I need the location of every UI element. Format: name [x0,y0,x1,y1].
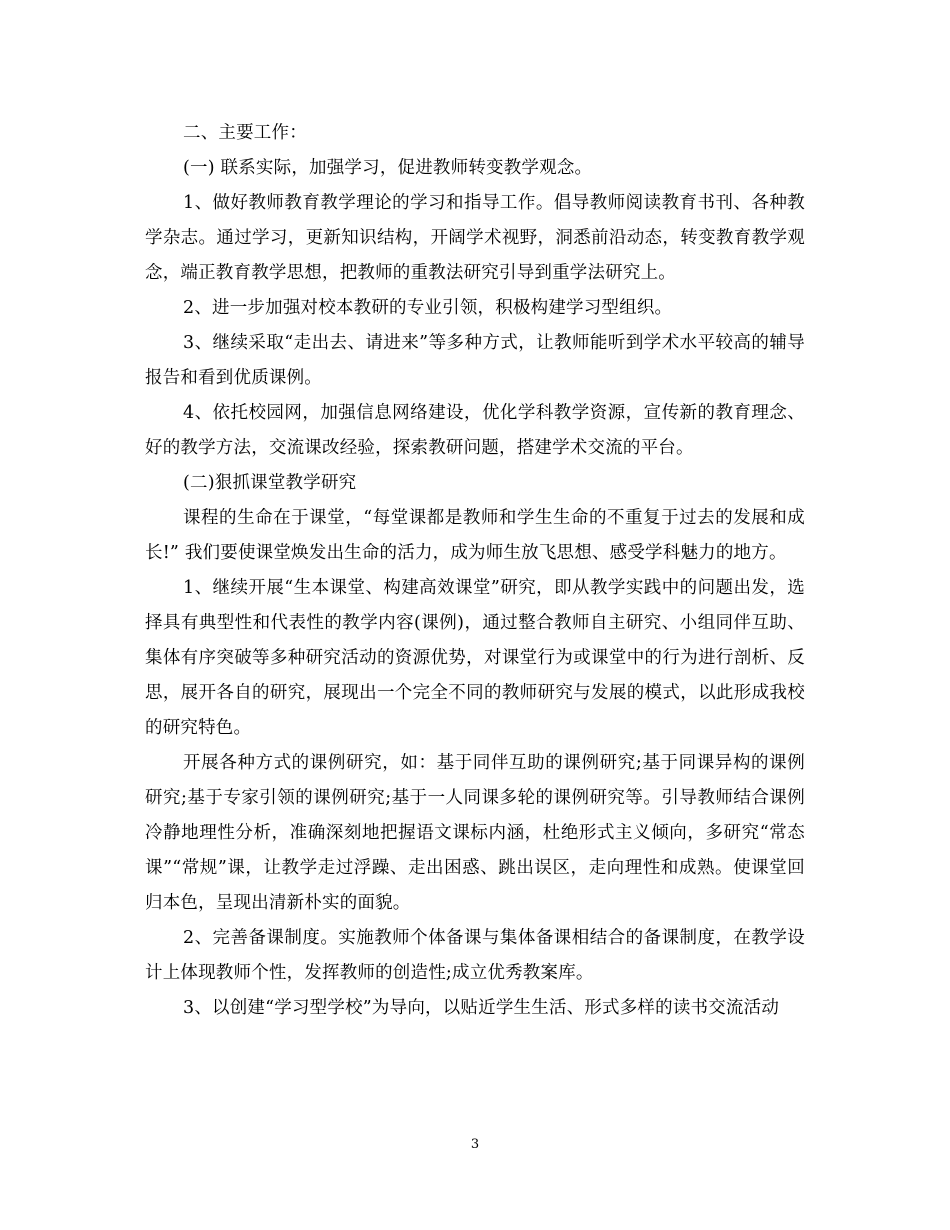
paragraph-item-3: 3、继续采取“走出去、请进来”等多种方式，让教师能听到学术水平较高的辅导报告和看到优质课例。 [145,333,805,388]
paragraph-classroom-item-2: 2、完善备课制度。实施教师个体备课与集体备课相结合的备课制度，在教学设计上体现教师个性，发挥教师的创造性;成立优秀教案库。 [145,928,805,983]
paragraph-classroom-item-1: 1、继续开展“生本课堂、构建高效课堂”研究，即从教学实践中的问题出发，选择具有典型性和代表性的教学内容(课例)，通过整合教师自主研究、小组同伴互助、集体有序突破等多种研究活动的资源优势，对课堂行为或课堂中的行为进行剖析、反思，展开各自的研究，展现出一个完全不同的教师研究与发展的模式，以此形成我校的研究特色。 [145,578,805,738]
paragraph-item-1: 1、做好教师教育教学理论的学习和指导工作。倡导教师阅读教育书刊、各种教学杂志。通过学习，更新知识结构，开阔学术视野，洞悉前沿动态，转变教育教学观念，端正教育教学思想，把教师的重教法研究引导到重学法研究上。 [145,193,805,283]
document-body [145,116,805,1026]
subsection-heading-1: (一) 联系实际，加强学习，促进教师转变教学观念。 [183,158,593,178]
page-number: 3 [470,1137,480,1152]
section-heading-main-work: 二、主要工作： [183,123,307,143]
paragraph-item-4: 4、依托校园网，加强信息网络建设，优化学科教学资源，宣传新的教育理念、好的教学方法，交流课改经验，探索教研问题，搭建学术交流的平台。 [145,403,805,458]
subsection-heading-2: (二)狠抓课堂教学研究 [183,473,357,493]
paragraph-classroom-item-3: 3、以创建“学习型学校”为导向，以贴近学生生活、形式多样的读书交流活动 [183,998,780,1018]
paragraph-item-2: 2、进一步加强对校本教研的专业引领，积极构建学习型组织。 [183,298,673,318]
paragraph-case-study: 开展各种方式的课例研究，如：基于同伴互助的课例研究;基于同课异构的课例研究;基于专家引领的课例研究;基于一人同课多轮的课例研究等。引导教师结合课例冷静地理性分析，准确深刻地把握语文课标内涵，杜绝形式主义倾向，多研究“常态课”“常规”课，让教学走过浮躁、走出困惑、跳出误区，走向理性和成熟。使课堂回归本色，呈现出清新朴实的面貌。 [145,753,805,913]
paragraph-classroom-life: 课程的生命在于课堂，“每堂课都是教师和学生生命的不重复于过去的发展和成长!” 我们要使课堂焕发出生命的活力，成为师生放飞思想、感受学科魅力的地方。 [145,508,805,563]
